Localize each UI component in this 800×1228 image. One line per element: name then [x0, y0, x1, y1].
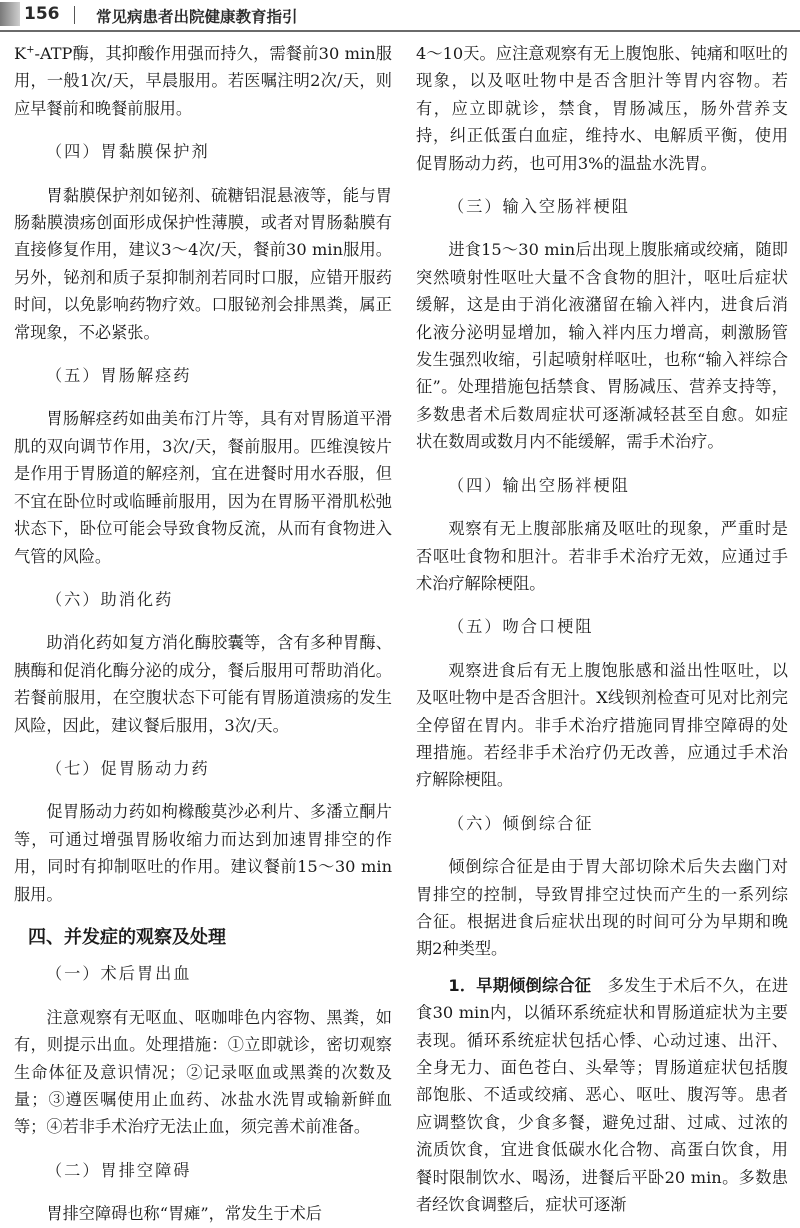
paragraph-gastric-emptying: 胃排空障碍也称“胃瘫”，常发生于术后	[46, 1204, 322, 1224]
heading-efferent-loop: （四）输出空肠袢梗阻	[448, 475, 630, 495]
paragraph-digestive-aid: 助消化药如复方消化酶胶囊等，含有多种胃酶、胰酶和促消化酶分泌的成分，餐后服用可帮助消化。若餐前服用，在空腹状态下可能有胃肠道溃疡的发生风险，因此，建议餐后服用，3次/天。	[14, 633, 392, 735]
paragraph-antispasmodic: 胃肠解痉药如曲美布汀片等，具有对胃肠道平滑肌的双向调节作用，3次/天，餐前服用。匹维溴铵片是作用于胃肠道的解痉剂，宜在进餐时用水吞服，但不宜在卧位时或临睡前服用，因为在胃肠平滑肌松弛状态下，卧位可能会导致食物反流，从而有食物进入气管的风险。	[14, 409, 392, 566]
heading-anastomotic: （五）吻合口梗阻	[448, 617, 594, 637]
right-column	[416, 40, 788, 1218]
paragraph-anastomotic: 观察进食后有无上腹饱胀感和溢出性呕吐，以及呕吐物中是否含胆汁。X线钡剂检查可见对比剂完全停留在胃内。非手术治疗措施同胃排空障碍的处理措施。若经非手术治疗仍无改善，应通过手术治疗解除梗阻。	[416, 660, 788, 790]
heading-mucosal-protectant: （四）胃黏膜保护剂	[46, 142, 210, 162]
superscript-plus: +	[26, 44, 35, 56]
heading-dumping: （六）倾倒综合征	[448, 813, 594, 833]
heading-afferent-loop: （三）输入空肠袢梗阻	[448, 197, 630, 217]
left-column	[14, 40, 392, 1228]
text-atp: -ATP酶，其抑酸作用强而持久，需餐前30 min服用，一般1次/天，早晨服用。若医嘱注明2次/天，则应早餐前和晚餐前服用。	[14, 44, 392, 118]
paragraph-gastric-emptying-cont: 4～10天。应注意观察有无上腹饱胀、钝痛和呕吐的现象，以及呕吐物中是否含胆汁等胃内容物。若有，应立即就诊，禁食，胃肠减压，肠外营养支持，纠正低蛋白血症，维持水、电解质平衡，使用促胃肠动力药，也可用3%的温盐水洗胃。	[416, 44, 788, 173]
heading-antispasmodic: （五）胃肠解痉药	[46, 366, 192, 386]
paragraph-gastric-bleeding: 注意观察有无呕血、呕咖啡色内容物、黑粪，如有，则提示出血。处理措施：①立即就诊，密切观察生命体征及意识情况；②记录呕血或黑粪的次数及量；③遵医嘱使用止血药、冰盐水洗胃或输新鲜血等；④若非手术治疗无法止血，须完善术前准备。	[14, 1007, 392, 1137]
text-k: K	[14, 44, 27, 63]
paragraph-dumping: 倾倒综合征是由于胃大部切除术后失去幽门对胃排空的控制，导致胃排空过快而产生的一系列综合征。根据进食后症状出现的时间可分为早期和晚期2种类型。	[416, 857, 788, 959]
header-divider	[74, 6, 75, 24]
heading-gastric-emptying: （二）胃排空障碍	[46, 1160, 192, 1180]
page-header	[0, 0, 800, 32]
header-decoration	[0, 2, 20, 26]
paragraph-early-dumping	[416, 972, 788, 1219]
heading-prokinetic: （七）促胃肠动力药	[46, 758, 210, 778]
early-dumping-text: 多发生于术后不久，在进食30 min内，以循环系统症状和胃肠道症状为主要表现。循环系统症状包括心悸、心动过速、出汗、全身无力、面色苍白、头晕等；胃肠道症状包括腹部饱胀、不适或绞痛、恶心、呕吐、腹泻等。患者应调整饮食，少食多餐，避免过甜、过咸、过浓的流质饮食，宜进食低碳水化合物、高蛋白饮食，用餐时限制饮水、喝汤，进餐后平卧20 min。多数患者经饮食调整后，症状可逐渐	[416, 975, 789, 1215]
paragraph-continued	[14, 40, 392, 122]
paragraph-afferent-loop: 进食15～30 min后出现上腹胀痛或绞痛，随即突然喷射性呕吐大量不含食物的胆汁，呕吐后症状缓解，这是由于消化液潴留在输入袢内，进食后消化液分泌明显增加，输入袢内压力增高，刺激肠管发生强烈收缩，引起喷射样呕吐，也称“输入袢综合征”。处理措施包括禁食、胃肠减压、营养支持等，多数患者术后数周症状可逐渐减轻甚至自愈。如症状在数周或数月内不能缓解，需手术治疗。	[416, 240, 788, 452]
heading-gastric-bleeding: （一）术后胃出血	[46, 964, 192, 984]
heading-digestive-aid: （六）助消化药	[46, 589, 174, 609]
paragraph-prokinetic: 促胃肠动力药如枸橼酸莫沙必利片、多潘立酮片等，可通过增强胃肠收缩力而达到加速胃排空的作用，同时有抑制呕吐的作用。建议餐前15～30 min服用。	[14, 802, 392, 904]
paragraph-mucosal-protectant: 胃黏膜保护剂如铋剂、硫糖铝混悬液等，能与胃肠黏膜溃疡创面形成保护性薄膜，或者对胃肠黏膜有直接修复作用，建议3～4次/天，餐前30 min服用。另外，铋剂和质子泵抑制剂若同时口服，应错开服药时间，以免影响药物疗效。口服铋剂会排黑粪，属正常现象，不必紧张。	[14, 185, 392, 342]
paragraph-efferent-loop: 观察有无上腹部胀痛及呕吐的现象，严重时是否呕吐食物和胆汁。若非手术治疗无效，应通过手术治疗解除梗阻。	[416, 519, 788, 593]
section-heading-complications: 四、并发症的观察及处理	[28, 926, 226, 948]
running-title: 常见病患者出院健康教育指引	[96, 8, 298, 26]
early-dumping-lead: 1．早期倾倒综合征	[448, 975, 592, 995]
page-number: 156	[24, 4, 60, 24]
